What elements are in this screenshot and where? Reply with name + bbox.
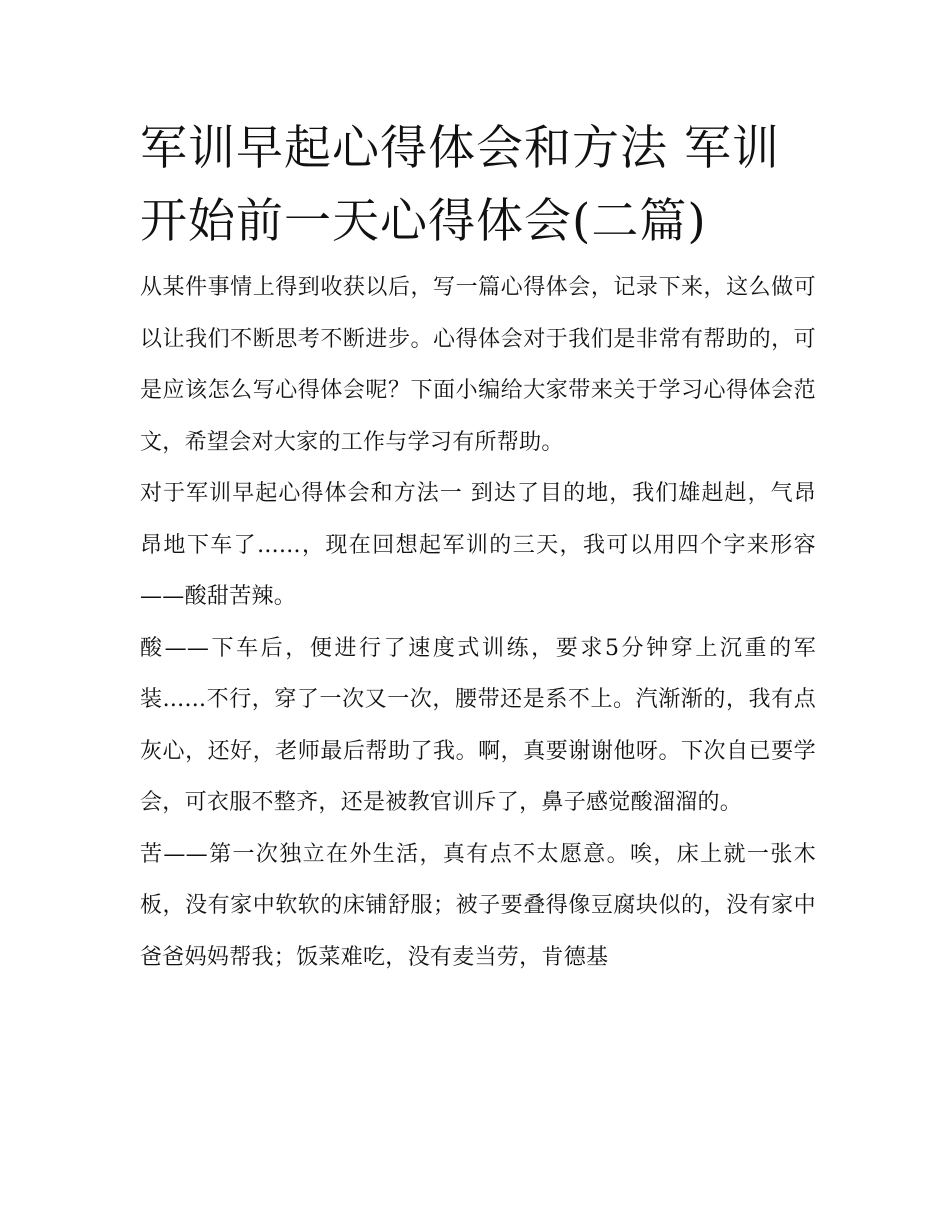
document-page	[140, 112, 816, 983]
paragraph-sour: 酸——下车后，便进行了速度式训练，要求5分钟穿上沉重的军装......不行，穿了一次又一次，腰带还是系不上。汽渐渐的，我有点灰心，还好，老师最后帮助了我。啊，真要谢谢他呀。下次自已要学会，可衣服不整齐，还是被教官训斥了，鼻子感觉酸溜溜的。	[140, 635, 816, 815]
paragraph-arrival: 对于军训早起心得体会和方法一 到达了目的地，我们雄赳赳，气昂昂地下车了......，现在回想起军训的三天，我可以用四个字来形容——酸甜苦辣。	[140, 481, 816, 609]
paragraph-intro: 从某件事情上得到收获以后，写一篇心得体会，记录下来，这么做可以让我们不断思考不断进步。心得体会对于我们是非常有帮助的，可是应该怎么写心得体会呢？下面小编给大家带来关于学习心得体会范文，希望会对大家的工作与学习有所帮助。	[140, 275, 816, 455]
document-title: 军训早起心得体会和方法 军训开始前一天心得体会(二篇)	[140, 121, 780, 249]
paragraph-bitter: 苦——第一次独立在外生活，真有点不太愿意。唉，床上就一张木板，没有家中软软的床铺舒服；被子要叠得像豆腐块似的，没有家中爸爸妈妈帮我；饭菜难吃，没有麦当劳，肯德基	[140, 841, 816, 970]
